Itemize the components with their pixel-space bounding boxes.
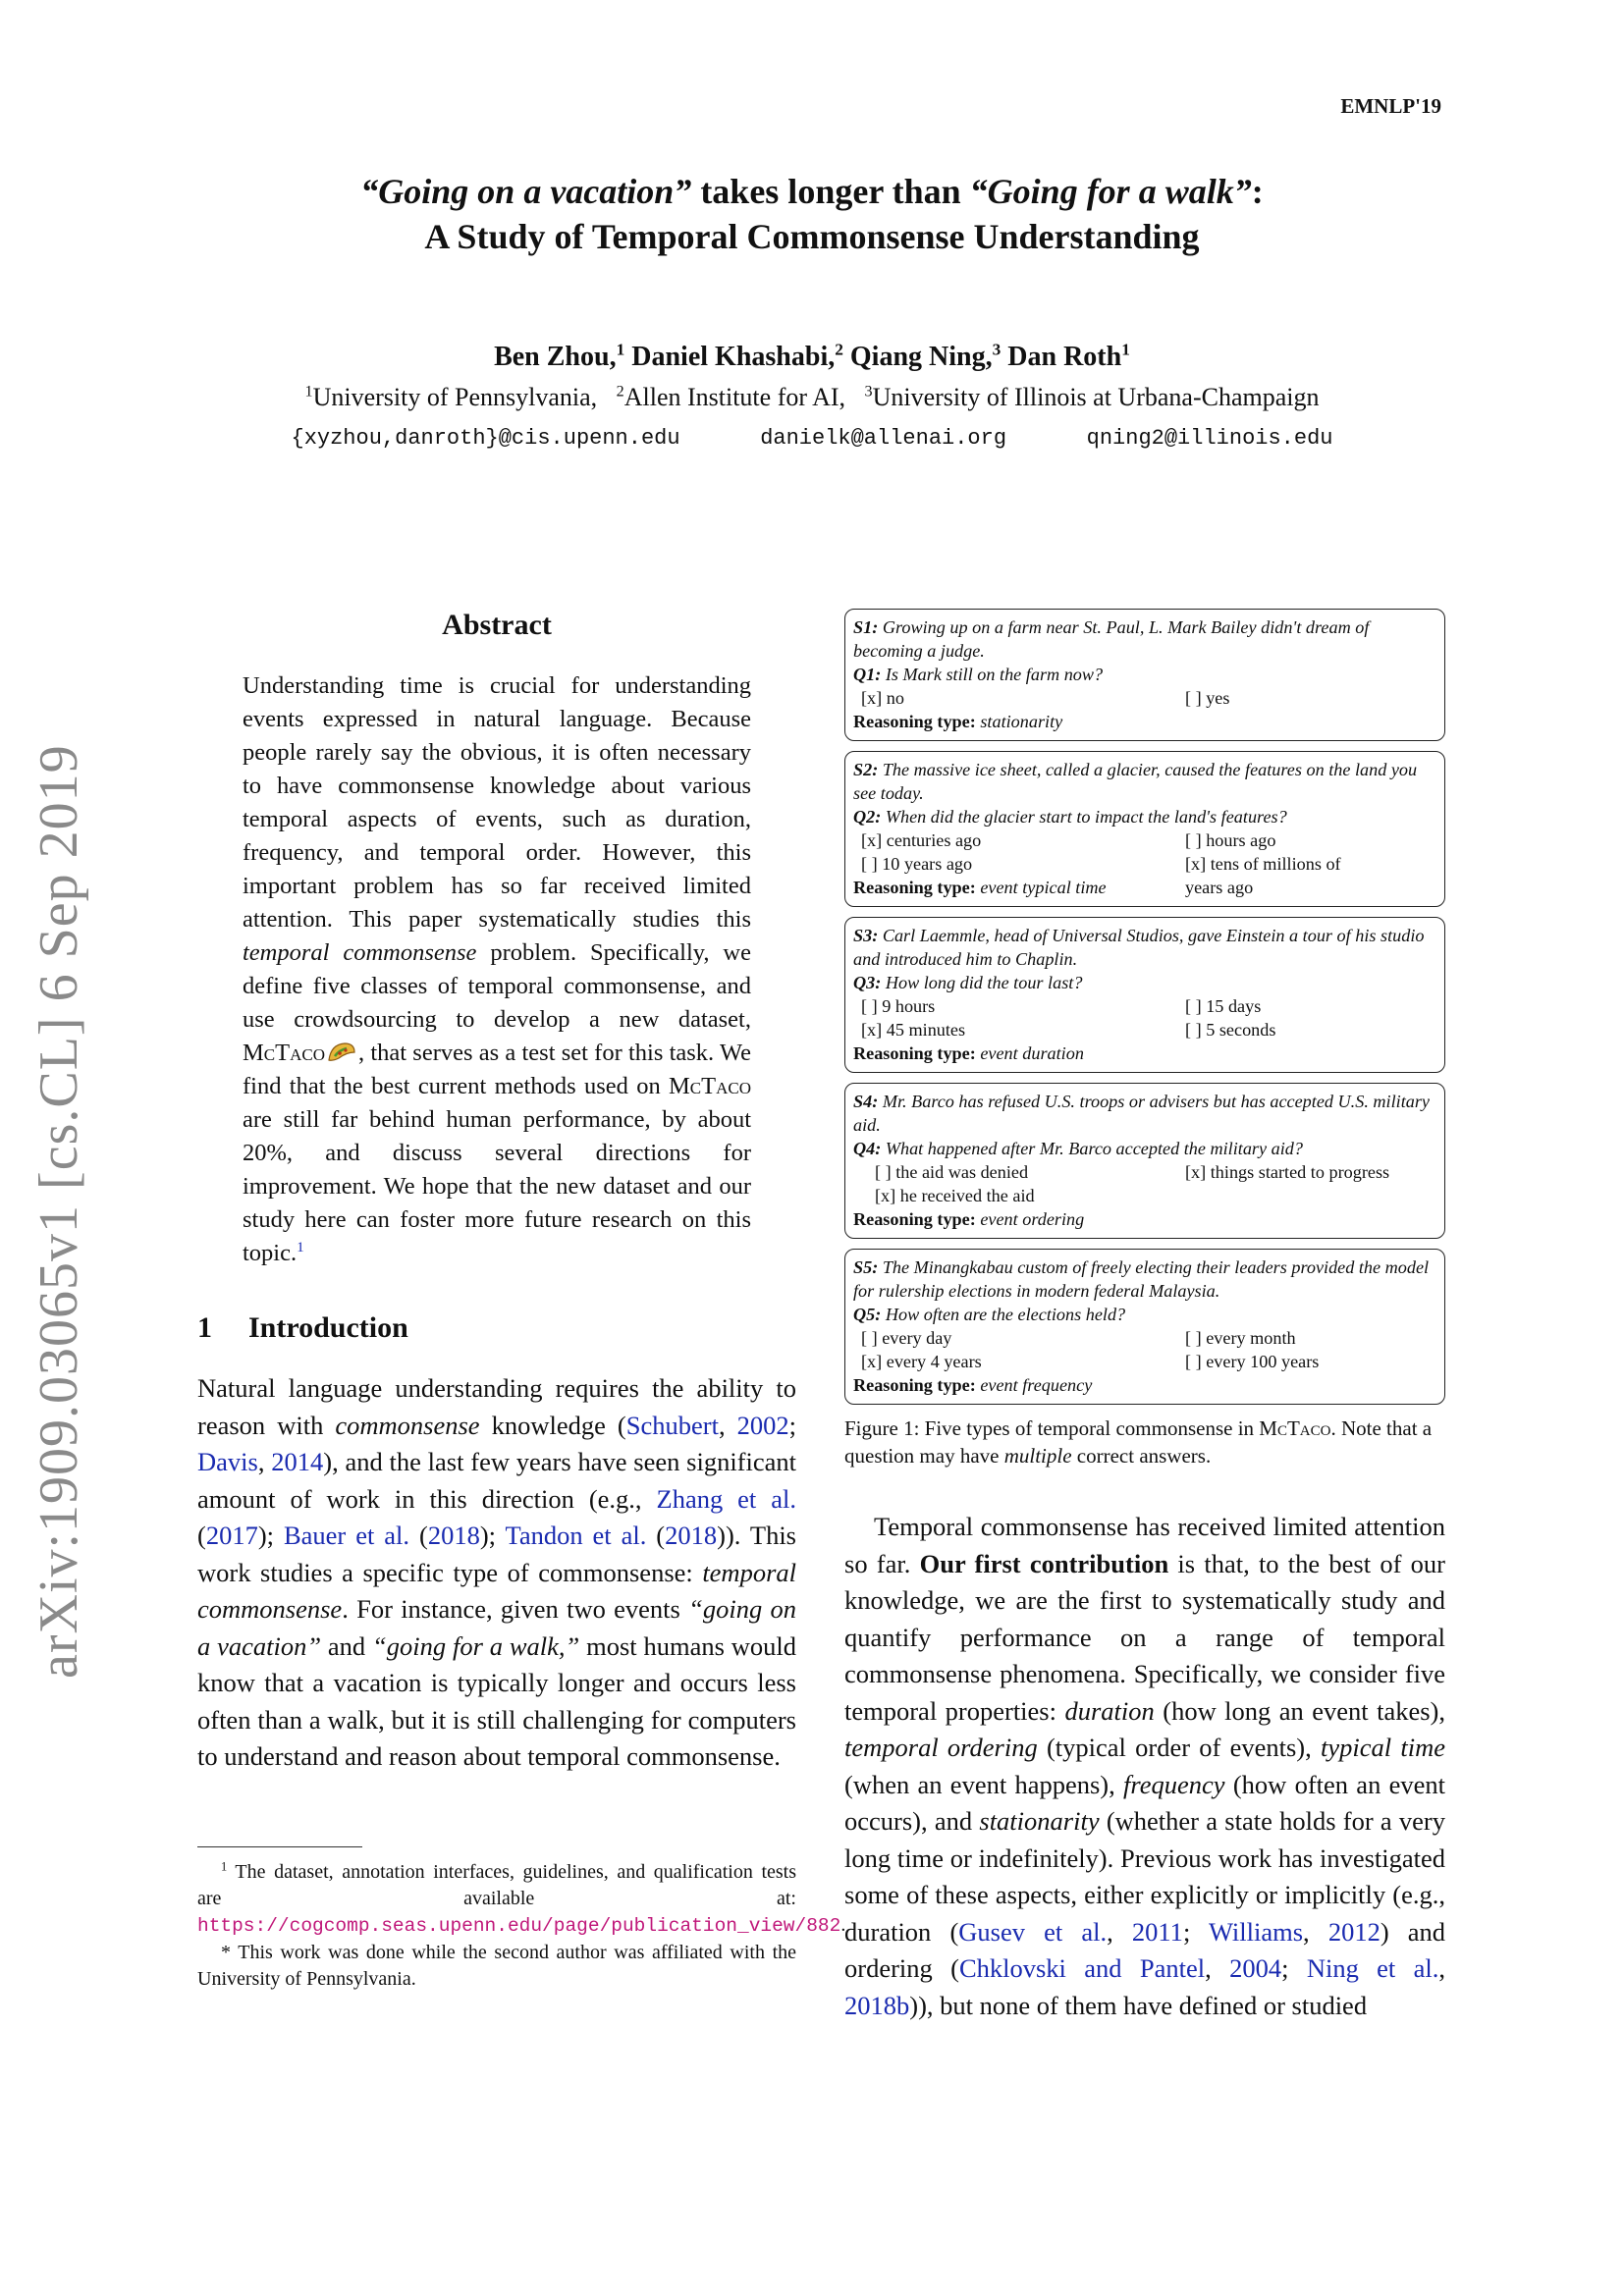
author-sup: 1 <box>1121 340 1130 359</box>
answer-option: [x] no <box>861 688 904 708</box>
answer-option: [ ] hours ago <box>1185 830 1276 850</box>
dataset-url-link[interactable]: https://cogcomp.seas.upenn.edu/page/publication_view/882 <box>197 1914 841 1937</box>
reasoning-value: event typical time <box>980 878 1107 897</box>
text-run: ), and the last few years have seen significant amount of work in this direction (e.g., <box>197 1447 797 1514</box>
citation-link[interactable]: Schubert <box>625 1410 719 1440</box>
citation-link[interactable]: Tandon et al. <box>505 1521 647 1550</box>
author-sup: 2 <box>835 340 843 359</box>
answer-option <box>1185 1184 1435 1207</box>
example-box <box>844 1083 1445 1239</box>
example-sentence <box>853 758 1435 805</box>
sentence-text: The massive ice sheet, called a glacier, caused the features on the land you see today. <box>853 760 1418 803</box>
citation-year-link[interactable]: 2012 <box>1327 1916 1380 1947</box>
citation-year-link[interactable]: 2004 <box>1229 1953 1282 1983</box>
citation-year-link[interactable]: 2017 <box>205 1521 258 1550</box>
text-emphasis: “going on a vacation” <box>197 1594 796 1661</box>
sentence-label: S2: <box>853 760 879 779</box>
example-sentence <box>853 615 1435 663</box>
sentence-label: S5: <box>853 1257 879 1277</box>
example-question <box>853 1303 1435 1326</box>
answer-options <box>853 1160 1435 1207</box>
caption-label: Figure 1: <box>844 1416 920 1440</box>
abstract-part: are still far behind human performance, by about 20%, and discuss several directions for improvement. We hope that the new dataset and our study here can foster more future research on this topic. <box>243 1106 751 1266</box>
question-label: Q5: <box>853 1305 882 1324</box>
example-box <box>844 609 1445 741</box>
abstract-part: problem. Specifically, we define five classes of temporal commonsense, and use crowdsourcing to develop a new dataset, <box>243 939 751 1033</box>
text-run: and <box>321 1630 373 1661</box>
dataset-name: McTaco <box>1259 1416 1331 1440</box>
affil-sup: 3 <box>864 383 873 400</box>
author-list <box>196 342 1428 373</box>
footnote-text: The dataset, annotation interfaces, guidelines, and qualification tests are available at: <box>197 1860 796 1909</box>
text-run: Natural language understanding requires the ability to reason with <box>197 1373 796 1440</box>
answer-option: [ ] 5 seconds <box>1185 1020 1276 1040</box>
sentence-label: S4: <box>853 1092 879 1111</box>
example-sentence <box>853 1090 1435 1137</box>
example-question <box>853 1137 1435 1160</box>
citation-link[interactable]: Chklovski and Pantel <box>958 1953 1206 1983</box>
text-run: (whether a state holds for a very long time or indefinitely). Previous work has investigated some of these aspects, either explicitly or implicitly (e.g., duration ( <box>844 1806 1445 1947</box>
answer-option: [x] every 4 years <box>861 1352 982 1371</box>
question-label: Q1: <box>853 665 882 684</box>
affil-sup: 1 <box>304 383 313 400</box>
text-run: is that, to the best of our knowledge, we are the first to systematically study and quantify performance on a range of temporal commonsense phenomena. Specifically, we consider five temporal properties: <box>844 1548 1445 1726</box>
footnote-rule <box>197 1846 362 1847</box>
sentence-text: Growing up on a farm near St. Paul, L. Mark Bailey didn't dream of becoming a judge. <box>853 617 1370 661</box>
sentence-text: Carl Laemmle, head of Universal Studios, gave Einstein a tour of his studio and introduced him to Chaplin. <box>853 926 1425 969</box>
text-run: . For instance, given two events <box>342 1594 689 1624</box>
answer-option: [ ] every month <box>1185 1328 1296 1348</box>
title-middle: takes longer than <box>691 172 970 211</box>
right-column <box>844 609 1445 2024</box>
example-box <box>844 917 1445 1073</box>
caption-emphasis: multiple <box>1003 1444 1072 1468</box>
section-number: 1 <box>197 1311 212 1344</box>
text-run: (how long an event takes), <box>1154 1695 1446 1726</box>
title-line-1 <box>196 169 1428 214</box>
citation-year-link[interactable]: 2014 <box>271 1447 324 1476</box>
dataset-name: McTaco <box>669 1073 751 1099</box>
answer-option: [x] centuries ago <box>861 830 982 850</box>
sentence-text: Mr. Barco has refused U.S. troops or advisers but has accepted U.S. military aid. <box>853 1092 1431 1135</box>
text-emphasis: stationarity <box>979 1806 1100 1836</box>
abstract-text <box>243 669 751 1270</box>
question-label: Q4: <box>853 1139 882 1158</box>
affiliation: University of Pennsylvania, <box>312 383 598 411</box>
text-emphasis: “going for a walk,” <box>372 1630 580 1661</box>
text-emphasis: commonsense <box>335 1410 480 1440</box>
citation-link[interactable]: Gusev et al. <box>958 1916 1108 1947</box>
abstract-part: , that serves as a test set for this task. We find that the best current methods used on <box>243 1040 751 1099</box>
sentence-label: S3: <box>853 926 879 945</box>
dataset-name: McTaco <box>243 1040 325 1066</box>
author: Ben Zhou, <box>494 342 617 372</box>
abstract-heading: Abstract <box>442 609 552 641</box>
contribution-paragraph: Temporal commonsense has received limited attention so far. Our first contribution is that, to the best of our knowledge, we are the first to systematically study and quantify performance on a range of temporal commonsense phenomena. Specifically, we consider five temporal properties: duration (how long an event takes), temporal ordering (typical order of events), typical time (when an event happens), frequency (how often an event occurs), and stationarity (whether a state holds for a very long time or indefinitely). Previous work has investigated some of these aspects, either explicitly or implicitly (e.g., duration (Gusev et al., 2011; Williams, 2012) and ordering (Chklovski and Pantel, 2004; Ning et al., 2018b)), but none of them have defined or studied <box>844 1512 1446 2020</box>
question-text: What happened after Mr. Barco accepted the military aid? <box>885 1139 1303 1158</box>
text-run: knowledge ( <box>479 1410 626 1440</box>
author: Dan Roth <box>1007 342 1122 372</box>
answer-option: [ ] 15 days <box>1185 996 1262 1016</box>
caption-text: . Note that a question may have <box>844 1416 1433 1468</box>
section-heading <box>197 1311 796 1345</box>
example-question <box>853 805 1435 828</box>
citation-link[interactable]: Ning et al. <box>1306 1953 1439 1983</box>
footnote-link[interactable]: 1 <box>297 1238 304 1255</box>
text-run: (when an event happens), <box>844 1769 1124 1799</box>
answer-option: [ ] yes <box>1185 688 1230 708</box>
author-sup: 1 <box>616 340 625 359</box>
answer-option: [ ] every 100 years <box>1185 1352 1320 1371</box>
question-text: How often are the elections held? <box>885 1305 1126 1324</box>
reasoning-type <box>853 710 1435 733</box>
abstract-part: Understanding time is crucial for understanding events expressed in natural language. Because people rarely say the obvious, it is often necessary to have commonsense knowledge about various temporal aspects of events, such as duration, frequency, and temporal order. However, this important problem has so far received limited attention. This paper systematically studies this <box>243 672 751 933</box>
answer-options <box>853 994 1435 1041</box>
taco-icon <box>327 1041 356 1064</box>
question-text: How long did the tour last? <box>885 973 1083 992</box>
reasoning-value: event duration <box>980 1043 1084 1063</box>
text-emphasis: temporal commonsense <box>197 1557 796 1624</box>
question-label: Q2: <box>853 807 882 827</box>
example-box <box>844 1249 1445 1405</box>
author: Daniel Khashabi, <box>631 342 836 372</box>
text-run: )). This work studies a specific type of commonsense: <box>197 1521 796 1587</box>
citation-link[interactable]: Davis <box>197 1447 258 1476</box>
email: {xyzhou,danroth}@cis.upenn.edu <box>291 426 680 451</box>
left-column <box>197 609 846 1993</box>
footnote-2: * This work was done while the second author was affiliated with the University of Pennsylvania. <box>197 1941 796 1990</box>
reasoning-label: Reasoning type: <box>853 1375 976 1395</box>
reasoning-label: Reasoning type: <box>853 878 976 897</box>
answer-options <box>853 686 1435 710</box>
footnote-1 <box>197 1858 846 1940</box>
answer-options <box>853 1326 1435 1373</box>
question-label: Q3: <box>853 973 882 992</box>
citation-year-link[interactable]: 2011 <box>1131 1916 1183 1947</box>
arxiv-stamp: arXiv:1909.03065v1 [cs.CL] 6 Sep 2019 <box>28 744 89 1679</box>
reasoning-label: Reasoning type: <box>853 1209 976 1229</box>
citation-link[interactable]: Bauer et al. <box>283 1521 410 1550</box>
title-quote-2: “Going for a walk” <box>969 172 1252 211</box>
reasoning-value: event ordering <box>980 1209 1085 1229</box>
text-emphasis: frequency <box>1123 1769 1225 1799</box>
text-emphasis: temporal ordering <box>844 1733 1038 1762</box>
reasoning-type <box>853 1373 1435 1397</box>
caption-text: correct answers. <box>1071 1444 1212 1468</box>
reasoning-type <box>853 1041 1435 1065</box>
text-emphasis: typical time <box>1321 1733 1445 1762</box>
reasoning-type <box>853 1207 1435 1231</box>
answer-option: [x] he received the aid <box>875 1186 1035 1205</box>
text-run: )), but none of them have defined or studied <box>909 1990 1368 2020</box>
text-run: (typical order of events), <box>1037 1733 1321 1762</box>
citation-link[interactable]: Williams <box>1208 1916 1304 1947</box>
affil-sup: 2 <box>616 383 624 400</box>
affiliation-list <box>196 383 1428 412</box>
answer-option: [ ] 10 years ago <box>861 854 973 874</box>
answer-option: [x] things started to progress <box>1185 1162 1390 1182</box>
question-text: When did the glacier start to impact the land's features? <box>885 807 1287 827</box>
footnote-mark: 1 <box>221 1858 228 1873</box>
answer-option: [ ] 9 hours <box>861 996 936 1016</box>
citation-year-link[interactable]: 2018 <box>427 1521 480 1550</box>
citation-year-link[interactable]: 2018b <box>844 1990 910 2020</box>
affiliation: University of Illinois at Urbana-Champaign <box>872 383 1320 411</box>
section-title: Introduction <box>248 1311 408 1344</box>
figure-1 <box>844 609 1445 1469</box>
text-run: Temporal commonsense has received limited attention so far. <box>844 1512 1445 1578</box>
author: Qiang Ning, <box>849 342 993 372</box>
answer-option: [ ] the aid was denied <box>875 1162 1029 1182</box>
caption-text: Five types of temporal commonsense in <box>919 1416 1260 1440</box>
author-sup: 3 <box>992 340 1001 359</box>
example-box <box>844 751 1445 907</box>
answer-option: [ ] every day <box>861 1328 952 1348</box>
reasoning-label: Reasoning type: <box>853 1043 976 1063</box>
abstract-emphasis: temporal commonsense <box>243 939 477 966</box>
citation-year-link[interactable]: 2018 <box>665 1521 718 1550</box>
example-question <box>853 971 1435 994</box>
title-colon: : <box>1251 172 1264 211</box>
reasoning-value: stationarity <box>980 712 1063 731</box>
example-sentence <box>853 924 1435 971</box>
sentence-label: S1: <box>853 617 879 637</box>
sentence-text: The Minangkabau custom of freely electing their leaders provided the model for rulership elections in modern federal Malaysia. <box>853 1257 1430 1301</box>
footnote-text: . <box>840 1913 846 1936</box>
question-text: Is Mark still on the farm now? <box>885 665 1104 684</box>
reasoning-label: Reasoning type: <box>853 712 976 731</box>
paper-title <box>196 169 1428 259</box>
answer-option: [x] tens of millions of years ago <box>1185 854 1341 897</box>
text-run: ) and ordering ( <box>844 1916 1446 1983</box>
example-question <box>853 663 1435 686</box>
text-emphasis: duration <box>1064 1695 1155 1726</box>
affiliation: Allen Institute for AI, <box>623 383 846 411</box>
example-sentence <box>853 1255 1435 1303</box>
intro-paragraph: Natural language understanding requires the ability to reason with commonsense knowledge (Schubert, 2002; Davis, 2014), and the last few years have seen significant amount of work in this direction (e.g., Zhang et al. (2017); Bauer et al. (2018); Tandon et al. (2018)). This work studies a specific type of commonsense: temporal commonsense. For instance, given two events “going on a vacation” and “going for a walk,” most humans would know that a vacation is typically longer and occurs less often than a walk, but it is still challenging for computers to understand and reason about temporal commonsense. <box>197 1373 797 1771</box>
title-line-2: A Study of Temporal Commonsense Understanding <box>424 217 1200 256</box>
email-list <box>196 426 1428 451</box>
email: qning2@illinois.edu <box>1086 426 1333 451</box>
text-run: (how often an event occurs), and <box>844 1769 1445 1836</box>
email: danielk@allenai.org <box>760 426 1007 451</box>
text-bold: Our first contribution <box>919 1548 1169 1578</box>
venue-label: EMNLP'19 <box>1340 94 1441 118</box>
citation-year-link[interactable]: 2002 <box>736 1410 789 1440</box>
citation-link[interactable]: Zhang et al. <box>656 1483 796 1514</box>
answer-option: [x] 45 minutes <box>861 1020 966 1040</box>
text-run: most humans would know that a vacation is typically longer and occurs less often than a walk, but it is still challenging for computers to understand and reason about temporal commonsense. <box>197 1630 796 1771</box>
title-quote-1: “Going on a vacation” <box>360 172 692 211</box>
reasoning-value: event frequency <box>980 1375 1093 1395</box>
figure-caption <box>844 1415 1445 1469</box>
